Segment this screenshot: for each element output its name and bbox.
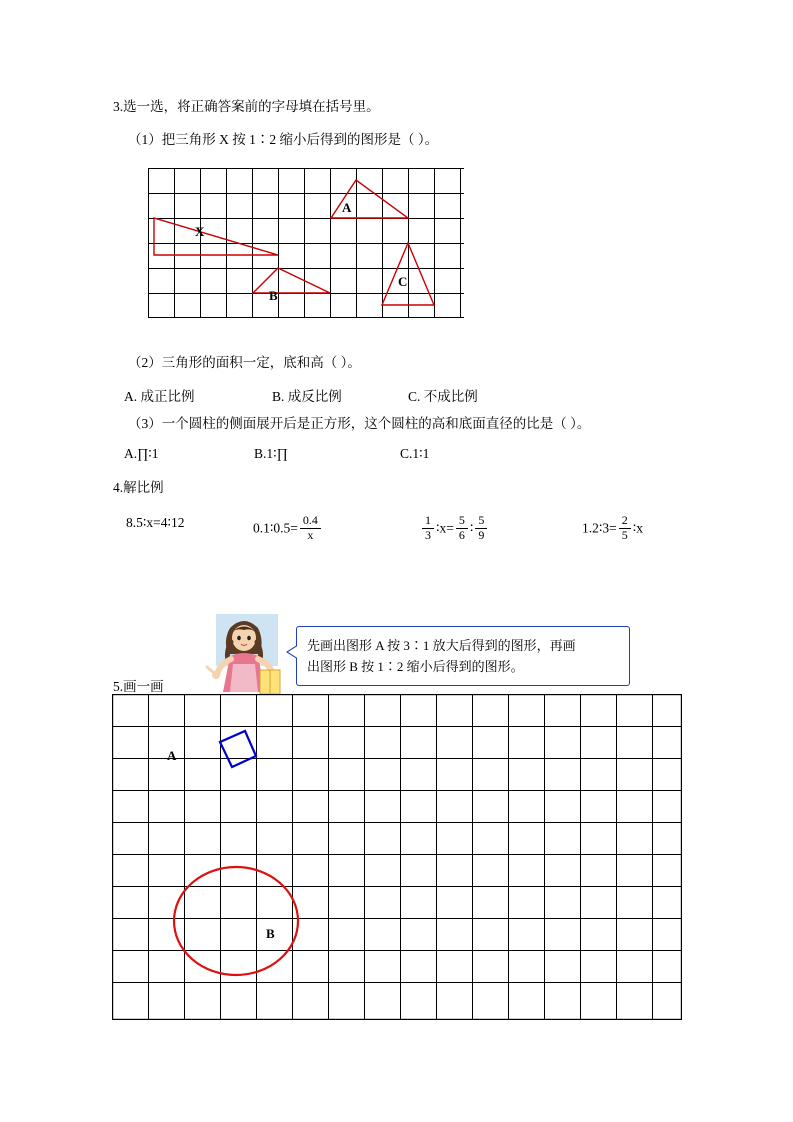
equation-3-fraction-2 (456, 514, 468, 543)
equation-4-right: ∶x (632, 520, 644, 536)
question-3-3-text: （3）一个圆柱的侧面展开后是正方形，这个圆柱的高和底面直径的比是（ ）。 (128, 416, 591, 431)
fraction-denominator: 3 (425, 527, 431, 542)
triangle-label-c: C (398, 274, 408, 289)
question-4-heading: 4.解比例 (113, 480, 164, 495)
fraction-denominator: 6 (458, 527, 465, 542)
fraction-numerator: 2 (619, 514, 631, 529)
fraction-denominator: x (307, 527, 314, 542)
equation-3-colon: ∶ (469, 520, 474, 536)
triangle-grid-figure (148, 168, 464, 318)
equation-3-fraction-1 (422, 514, 434, 543)
question-3-2-option-b: B. 成反比例 (272, 389, 342, 404)
question-3-2-option-c: C. 不成比例 (408, 389, 478, 404)
equation-3-fraction-3 (475, 514, 487, 543)
fraction-denominator: 9 (478, 527, 485, 542)
equation-4 (582, 515, 643, 544)
equation-3 (420, 515, 489, 544)
bubble-line-2: 出图形 B 按 1∶2 缩小后得到的图形。 (307, 659, 524, 674)
question-3-heading: 3.选一选，将正确答案前的字母填在括号里。 (113, 99, 380, 114)
bubble-line-1: 先画出图形 A 按 3∶1 放大后得到的图形，再画 (307, 638, 576, 653)
fraction-numerator: 1 (422, 514, 434, 529)
triangle-label-x: X (195, 224, 205, 239)
question-3-3-option-b: B.1∶∏ (254, 446, 288, 461)
equation-4-left: 1.2∶3= (582, 520, 617, 536)
girl-illustration (200, 612, 296, 698)
fraction-denominator: 5 (621, 527, 628, 542)
figure-label-b: B (266, 926, 275, 941)
equation-4-fraction (619, 514, 631, 543)
figure-label-a: A (167, 748, 177, 763)
instruction-speech-bubble (296, 626, 630, 686)
triangle-label-b: B (269, 288, 278, 303)
question-3-2-option-a: A. 成正比例 (124, 389, 195, 404)
question-3-3-option-c: C.1∶1 (400, 446, 430, 461)
equation-1: 8.5∶x=4∶12 (126, 515, 185, 530)
question-3-3-option-a: A.∏∶1 (124, 446, 159, 461)
question-5-heading: 5.画一画 (113, 679, 164, 694)
fraction-numerator: 5 (475, 514, 487, 529)
fraction-numerator: 0.4 (300, 514, 321, 529)
equation-3-mid: ∶x= (436, 520, 454, 536)
equation-2-fraction (300, 514, 321, 543)
equation-2 (253, 515, 323, 544)
triangle-label-a: A (342, 200, 352, 215)
question-3-2-text: （2）三角形的面积一定，底和高（ ）。 (128, 355, 361, 370)
equation-2-left: 0.1∶0.5= (253, 520, 298, 536)
drawing-grid-figure (112, 694, 682, 1020)
fraction-numerator: 5 (456, 514, 468, 529)
question-3-1-text: （1）把三角形 X 按 1∶2 缩小后得到的图形是（ ）。 (128, 132, 439, 147)
